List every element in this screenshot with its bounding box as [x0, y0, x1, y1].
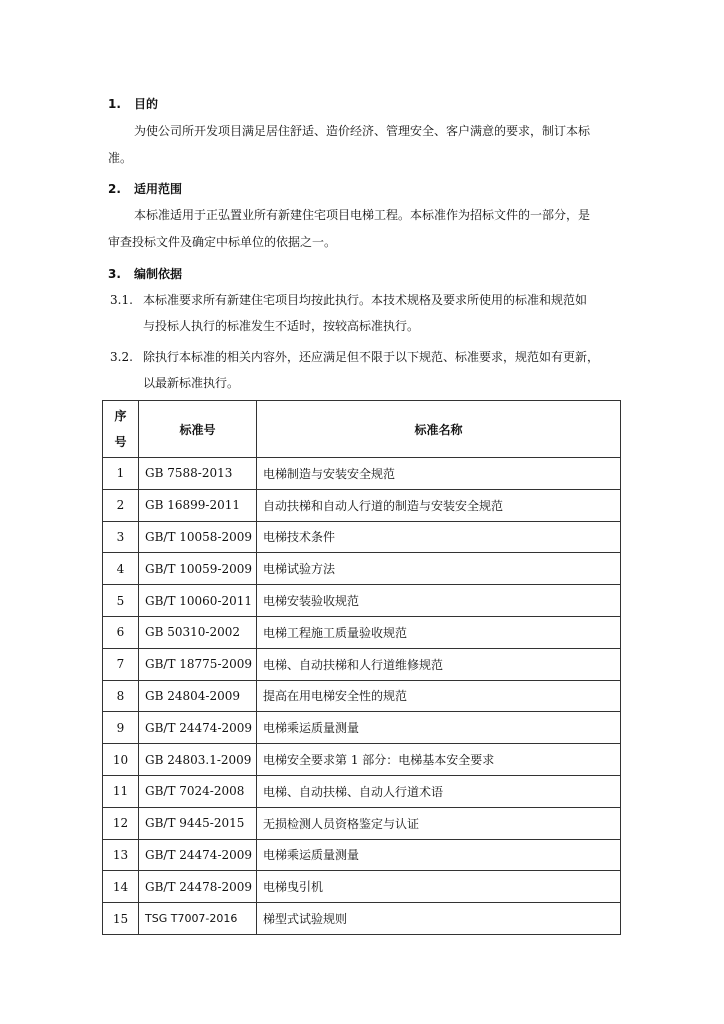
clause-3-1 — [110, 287, 619, 339]
cell-name: 电梯乘运质量测量 — [257, 839, 621, 871]
table-row — [103, 871, 621, 903]
cell-seq: 6 — [103, 616, 139, 648]
cell-name: 电梯、自动扶梯、自动人行道术语 — [257, 775, 621, 807]
cell-seq: 2 — [103, 489, 139, 521]
cell-seq: 14 — [103, 871, 139, 903]
cell-seq: 13 — [103, 839, 139, 871]
clause-3-2 — [110, 344, 619, 396]
cell-seq: 4 — [103, 553, 139, 585]
clause-line: 本标准要求所有新建住宅项目均按此执行。本技术规格及要求所使用的标准和规范如 — [143, 293, 588, 307]
table-row — [103, 839, 621, 871]
clause-line: 以最新标准执行。 — [143, 376, 240, 390]
table-row — [103, 807, 621, 839]
clause-number: 3.1. — [110, 293, 133, 307]
table-row — [103, 458, 621, 490]
section-1-para-line1: 为使公司所开发项目满足居住舒适、造价经济、管理安全、客户满意的要求，制订本标 — [134, 124, 591, 138]
header-seq — [103, 401, 139, 458]
header-seq-line: 序 — [114, 409, 127, 423]
header-code: 标准号 — [139, 401, 257, 458]
cell-seq: 3 — [103, 521, 139, 553]
table-row — [103, 553, 621, 585]
cell-code: TSG T7007-2016 — [139, 903, 257, 935]
standards-table — [102, 400, 621, 935]
table-row — [103, 521, 621, 553]
clause-line: 除执行本标准的相关内容外，还应满足但不限于以下规范、标准要求，规范如有更新， — [143, 350, 600, 364]
section-3-heading — [108, 265, 182, 282]
cell-name: 电梯技术条件 — [257, 521, 621, 553]
cell-name: 自动扶梯和自动人行道的制造与安装安全规范 — [257, 489, 621, 521]
cell-code: GB/T 9445-2015 — [139, 807, 257, 839]
cell-code: GB 24804-2009 — [139, 680, 257, 712]
cell-seq: 9 — [103, 712, 139, 744]
table-row — [103, 712, 621, 744]
cell-name: 电梯安全要求第 1 部分：电梯基本安全要求 — [257, 744, 621, 776]
table-row — [103, 903, 621, 935]
table-row — [103, 489, 621, 521]
section-2-para-line1: 本标准适用于正弘置业所有新建住宅项目电梯工程。本标准作为招标文件的一部分，是 — [134, 208, 591, 222]
section-number: 2. — [108, 182, 121, 196]
cell-name: 无损检测人员资格鉴定与认证 — [257, 807, 621, 839]
cell-code: GB/T 24474-2009 — [139, 712, 257, 744]
cell-seq: 7 — [103, 648, 139, 680]
cell-seq: 10 — [103, 744, 139, 776]
cell-seq: 5 — [103, 585, 139, 617]
table-row — [103, 680, 621, 712]
cell-name: 电梯曳引机 — [257, 871, 621, 903]
cell-name: 电梯安装验收规范 — [257, 585, 621, 617]
table-header-row — [103, 401, 621, 458]
cell-code: GB/T 24474-2009 — [139, 839, 257, 871]
clause-number: 3.2. — [110, 350, 133, 364]
header-name: 标准名称 — [257, 401, 621, 458]
cell-code: GB 24803.1-2009 — [139, 744, 257, 776]
cell-seq: 12 — [103, 807, 139, 839]
cell-name: 电梯制造与安装安全规范 — [257, 458, 621, 490]
table-row — [103, 616, 621, 648]
section-1-para-line2: 准。 — [108, 151, 133, 165]
section-2-para-line2: 审查投标文件及确定中标单位的依据之一。 — [108, 235, 337, 249]
cell-code: GB/T 7024-2008 — [139, 775, 257, 807]
cell-code: GB 50310-2002 — [139, 616, 257, 648]
cell-name: 电梯工程施工质量验收规范 — [257, 616, 621, 648]
table-row — [103, 775, 621, 807]
cell-code: GB/T 24478-2009 — [139, 871, 257, 903]
clause-line: 与投标人执行的标准发生不适时，按较高标准执行。 — [143, 319, 420, 333]
cell-name: 电梯乘运质量测量 — [257, 712, 621, 744]
cell-code: GB/T 18775-2009 — [139, 648, 257, 680]
table-row — [103, 744, 621, 776]
cell-seq: 1 — [103, 458, 139, 490]
section-title: 编制依据 — [134, 267, 183, 281]
cell-code: GB/T 10059-2009 — [139, 553, 257, 585]
section-title: 目的 — [134, 97, 159, 111]
cell-seq: 8 — [103, 680, 139, 712]
table-row — [103, 648, 621, 680]
section-number: 3. — [108, 267, 121, 281]
cell-code: GB/T 10058-2009 — [139, 521, 257, 553]
cell-code: GB 16899-2011 — [139, 489, 257, 521]
cell-name: 梯型式试验规则 — [257, 903, 621, 935]
header-seq-line: 号 — [114, 435, 127, 449]
cell-seq: 11 — [103, 775, 139, 807]
cell-name: 提高在用电梯安全性的规范 — [257, 680, 621, 712]
table-row — [103, 585, 621, 617]
section-2-heading — [108, 180, 182, 197]
section-number: 1. — [108, 97, 121, 111]
section-1-heading — [108, 95, 158, 112]
cell-code: GB 7588-2013 — [139, 458, 257, 490]
cell-seq: 15 — [103, 903, 139, 935]
section-title: 适用范围 — [134, 182, 183, 196]
cell-name: 电梯试验方法 — [257, 553, 621, 585]
cell-name: 电梯、自动扶梯和人行道维修规范 — [257, 648, 621, 680]
cell-code: GB/T 10060-2011 — [139, 585, 257, 617]
